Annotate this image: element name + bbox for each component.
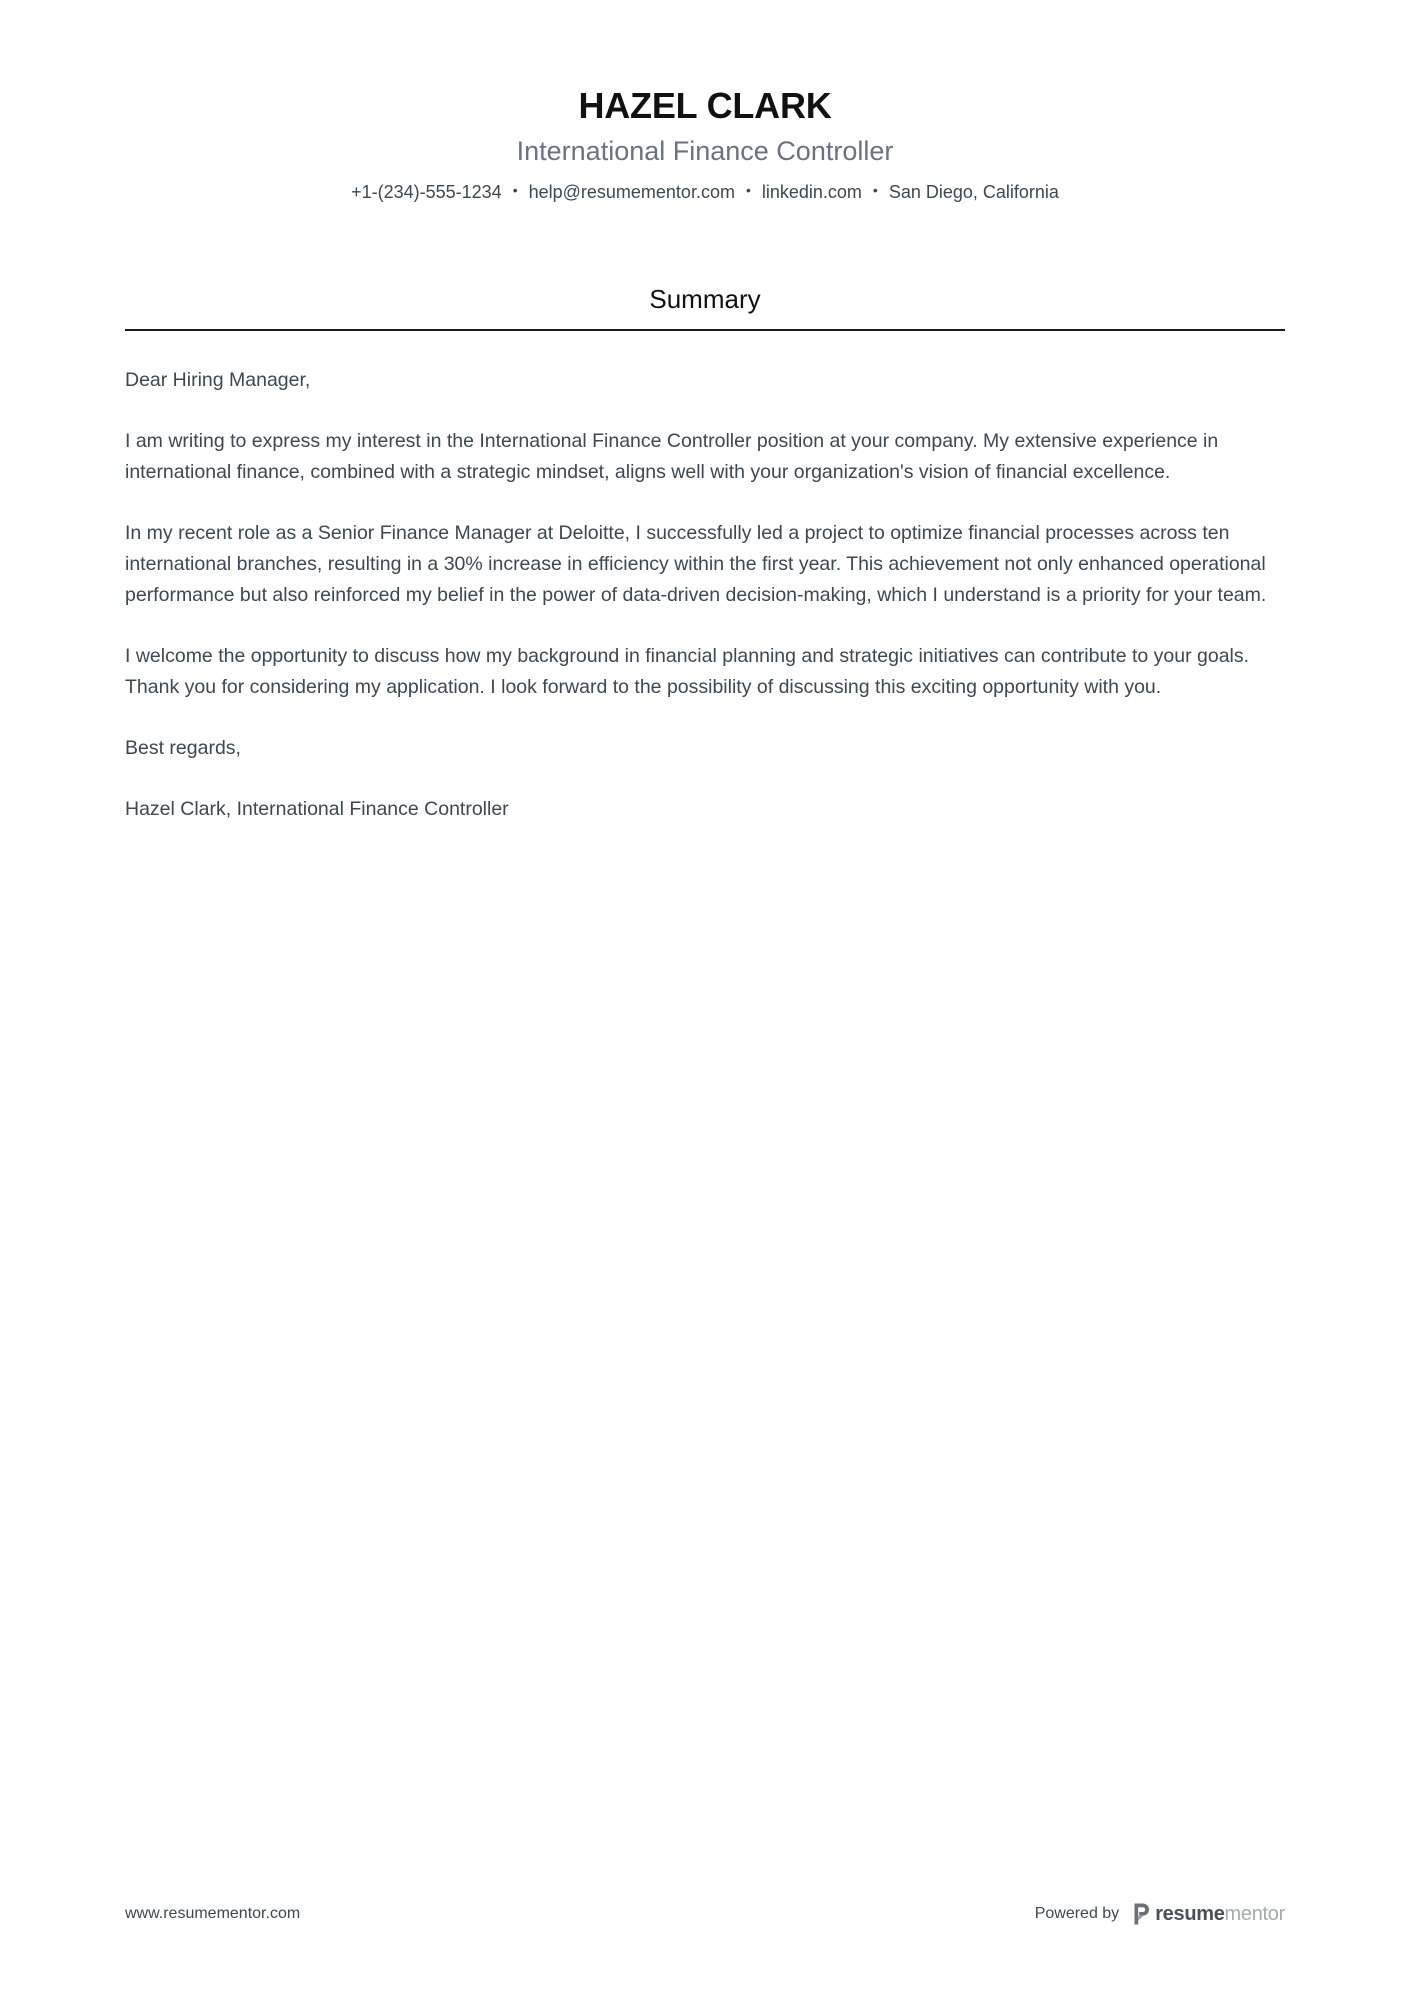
contact-separator-icon: • bbox=[745, 182, 751, 199]
section-divider bbox=[125, 329, 1285, 331]
letter-content-column bbox=[125, 284, 1285, 825]
powered-by-label: Powered by bbox=[1034, 1905, 1120, 1923]
brand-wordmark bbox=[1155, 1904, 1285, 1924]
contact-phone: +1-(234)-555-1234 bbox=[351, 182, 502, 203]
contact-info-line bbox=[0, 180, 1410, 205]
letter-salutation: Dear Hiring Manager, bbox=[125, 368, 311, 391]
letter-body bbox=[125, 365, 1285, 825]
brand-name-strong: resume bbox=[1155, 1903, 1225, 1925]
contact-separator-icon: • bbox=[512, 182, 518, 199]
resumementor-logo-icon bbox=[1133, 1903, 1150, 1925]
footer-site-url[interactable]: www.resumementor.com bbox=[125, 1905, 301, 1923]
brand-name-light: mentor bbox=[1224, 1903, 1285, 1925]
contact-linkedin: linkedin.com bbox=[761, 182, 862, 203]
candidate-job-title: International Finance Controller bbox=[516, 135, 894, 166]
footer-branding bbox=[1035, 1903, 1285, 1925]
letter-paragraph-1: I am writing to express my interest in the International Finance Controller position at your company. My extensive experience in international finance, combined with a strategic mindset, aligns well with your organization's vision of financial excellence. bbox=[125, 429, 1219, 483]
summary-section-header bbox=[125, 284, 1285, 331]
letter-header bbox=[0, 0, 1410, 206]
contact-separator-icon: • bbox=[872, 182, 878, 199]
contact-location: San Diego, California bbox=[888, 182, 1059, 203]
letter-paragraph-2: In my recent role as a Senior Finance Manager at Deloitte, I successfully led a project to optimize financial processes across ten international branches, resulting in a 30% increase in efficiency within the first year. This achievement not only enhanced operational performance but also reinforced my belief in the power of data-driven decision-making, which I understand is a priority for your team. bbox=[125, 521, 1267, 606]
letter-closing: Best regards, bbox=[125, 736, 241, 759]
resumementor-brand[interactable] bbox=[1133, 1903, 1285, 1925]
contact-email: help@resumementor.com bbox=[528, 182, 735, 203]
section-title-summary: Summary bbox=[649, 283, 761, 314]
letter-paragraph-3: I welcome the opportunity to discuss how my background in financial planning and strategic initiatives can contribute to your goals. Thank you for considering my application. I look forward to the possibility of discussing this exciting opportunity with you. bbox=[125, 644, 1250, 698]
letter-signature: Hazel Clark, International Finance Controller bbox=[125, 797, 509, 820]
page-footer bbox=[0, 1903, 1410, 1925]
candidate-name: HAZEL CLARK bbox=[578, 85, 832, 126]
